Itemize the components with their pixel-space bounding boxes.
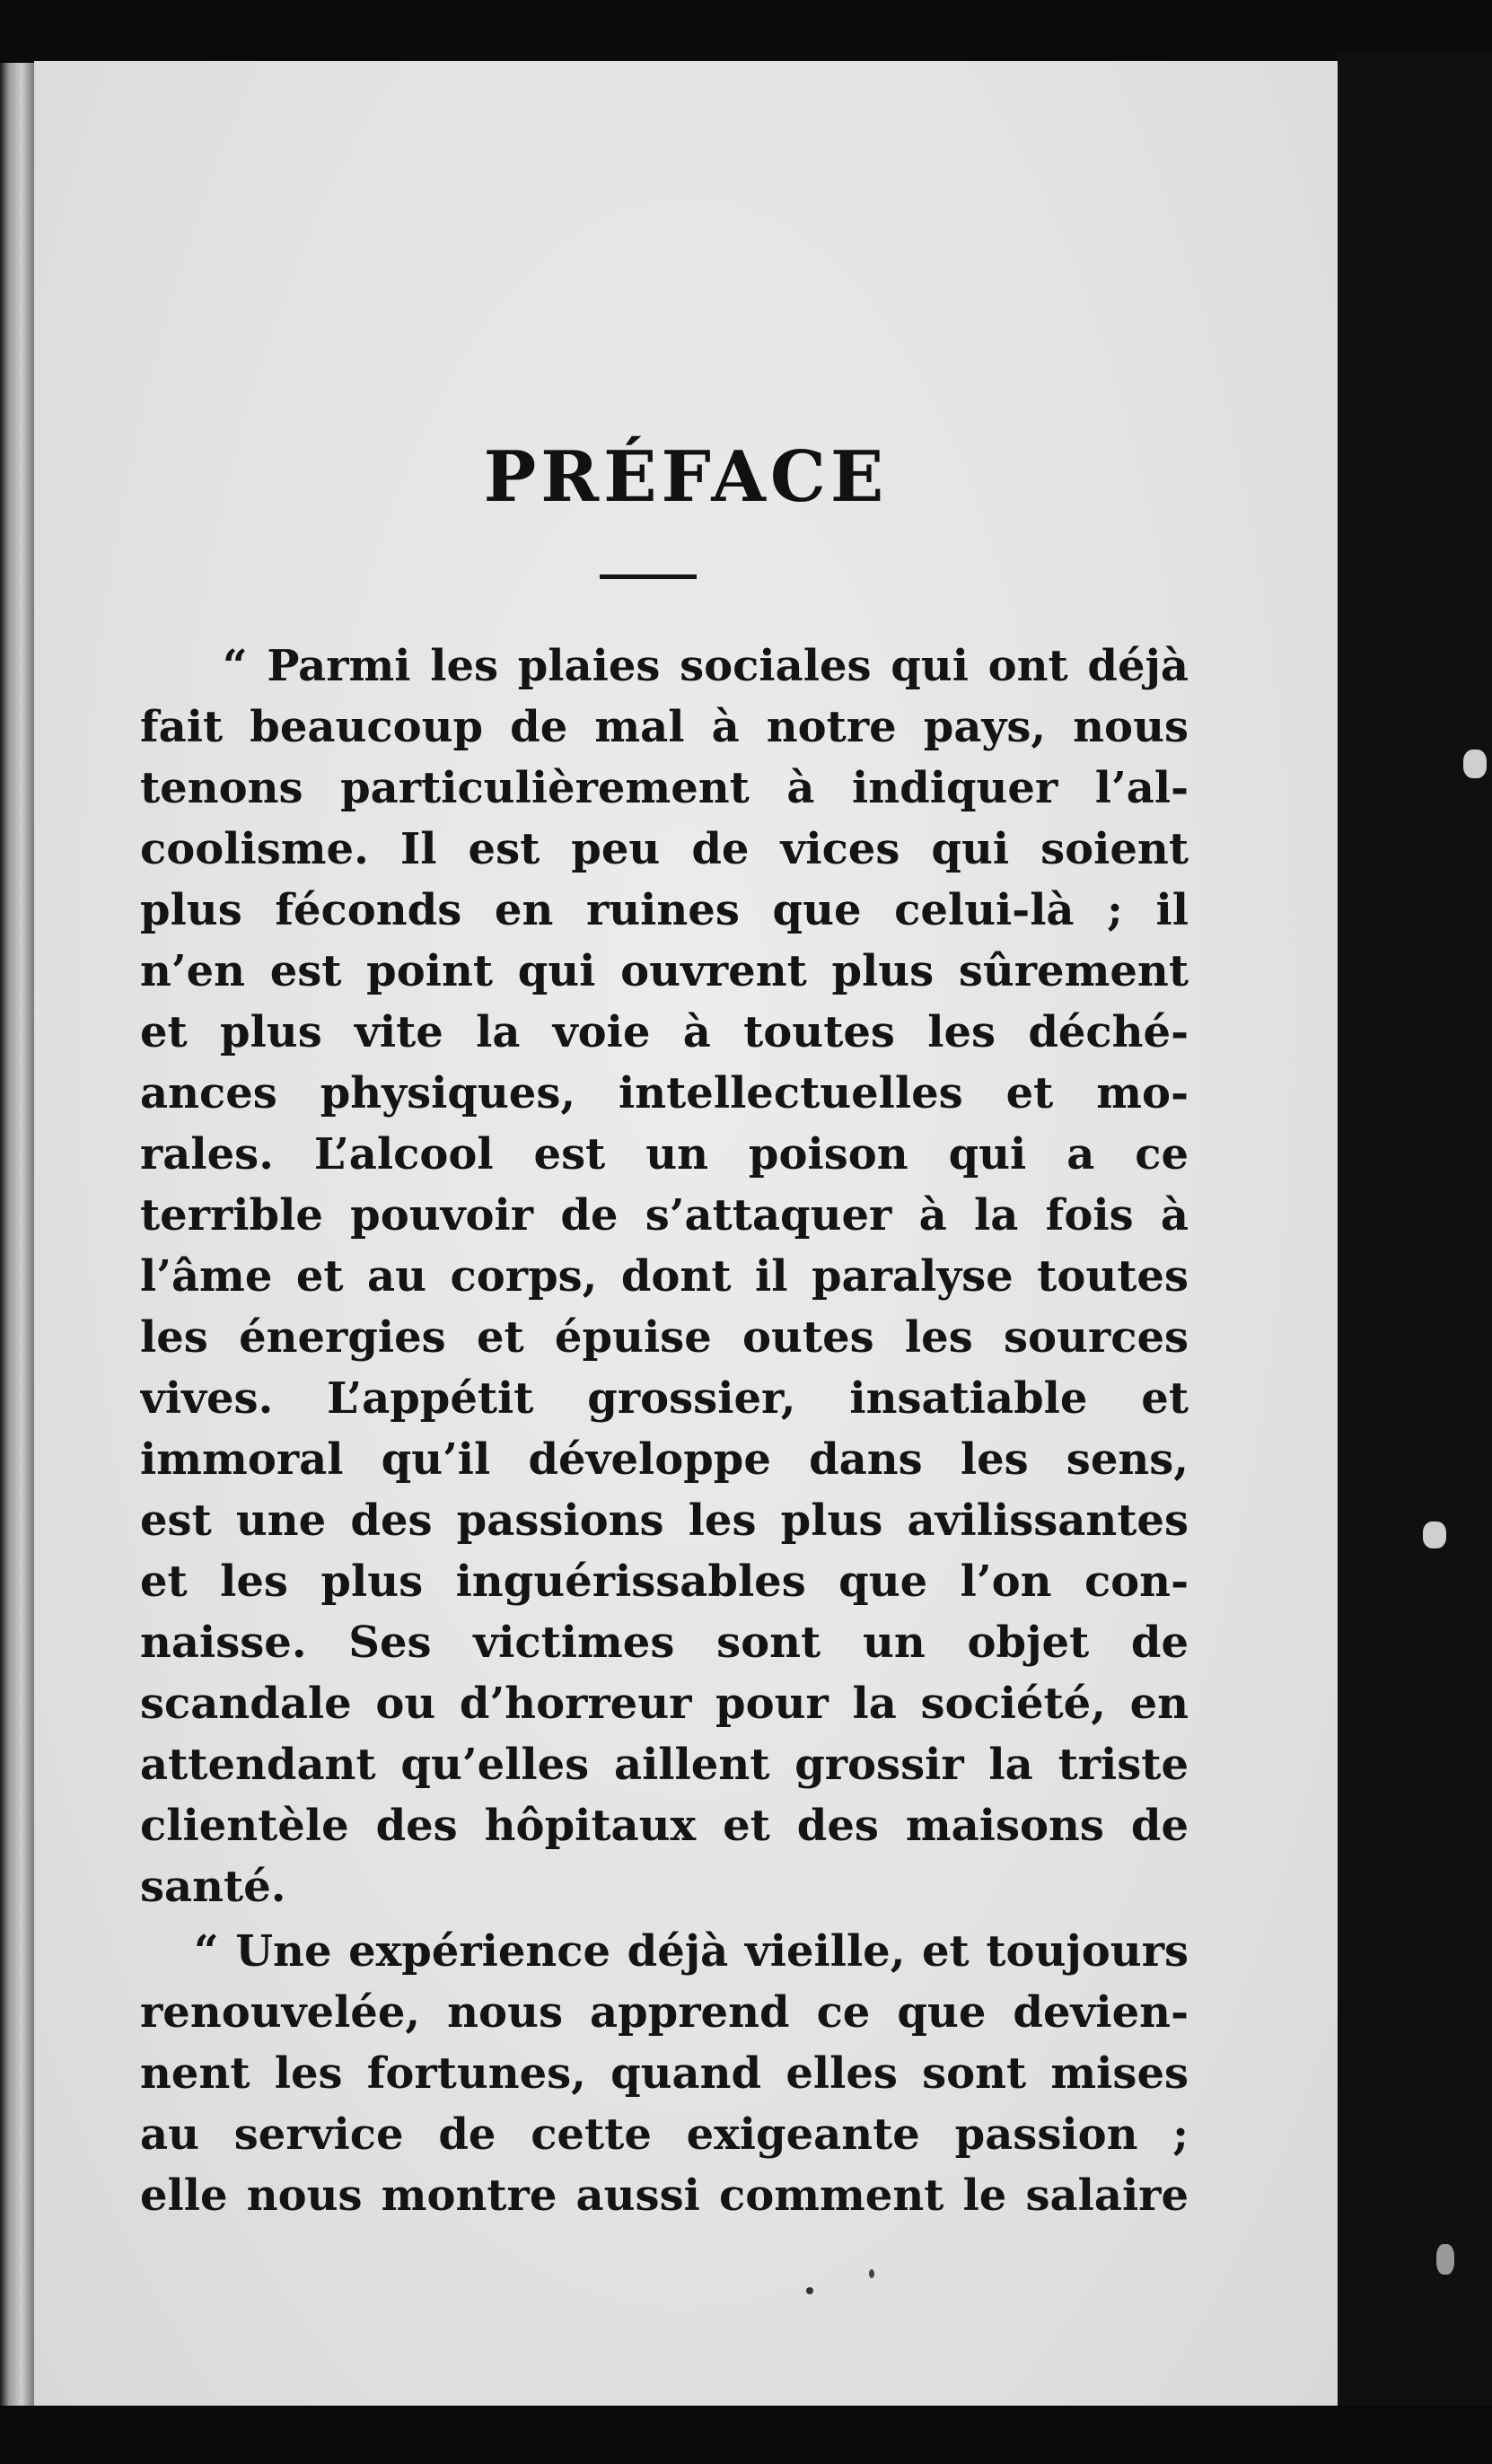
- text-line: naisse. Ses victimes sont un objet de: [140, 1618, 1189, 1668]
- text-line: scandale ou d’horreur pour la société, en: [140, 1679, 1189, 1729]
- text-line: coolisme. Il est peu de vices qui soient: [140, 824, 1189, 874]
- text-line: au service de cette exigeante passion ;: [140, 2109, 1189, 2160]
- text-line: nent les fortunes, quand elles sont mises: [140, 2048, 1189, 2099]
- text-line: “ Une expérience déjà vieille, et toujours: [194, 1926, 1189, 1977]
- text-line: immoral qu’il développe dans les sens,: [140, 1434, 1189, 1485]
- text-line: plus féconds en ruines que celui-là ; il: [140, 885, 1189, 935]
- text-line: fait beaucoup de mal à notre pays, nous: [140, 702, 1189, 752]
- scan-background-bottom: [0, 2406, 1492, 2464]
- scan-artifact: [1423, 1521, 1446, 1548]
- text-line: terrible pouvoir de s’attaquer à la fois à: [140, 1190, 1189, 1241]
- text-line: et les plus inguérissables que l’on con-: [140, 1556, 1189, 1607]
- text-line: clientèle des hôpitaux et des maisons de: [140, 1801, 1189, 1851]
- text-line: tenons particulièrement à indiquer l’al-: [140, 763, 1189, 813]
- text-line: les énergies et épuise outes les sources: [140, 1312, 1189, 1363]
- book-page: [34, 61, 1338, 2406]
- scan-artifact: [1463, 750, 1487, 778]
- scan-artifact: [1436, 2244, 1454, 2275]
- text-line: santé.: [140, 1862, 286, 1912]
- text-line: renouvelée, nous apprend ce que devien-: [140, 1987, 1189, 2038]
- ink-speck: [806, 2287, 813, 2294]
- text-line: est une des passions les plus avilissantes: [140, 1495, 1189, 1546]
- text-line: n’en est point qui ouvrent plus sûrement: [140, 946, 1189, 996]
- text-line: rales. L’alcool est un poison qui a ce: [140, 1129, 1189, 1179]
- book-spine-edge: [0, 63, 36, 2406]
- text-line: ances physiques, intellectuelles et mo-: [140, 1068, 1189, 1118]
- text-line: “ Parmi les plaies sociales qui ont déjà: [223, 641, 1189, 691]
- text-line: elle nous montre aussi comment le salaire: [140, 2170, 1189, 2221]
- text-line: vives. L’appétit grossier, insatiable et: [140, 1373, 1189, 1424]
- text-line: attendant qu’elles aillent grossir la triste: [140, 1740, 1189, 1790]
- text-line: l’âme et au corps, dont il paralyse toutes: [140, 1251, 1189, 1302]
- ink-speck: [869, 2269, 874, 2278]
- text-line: et plus vite la voie à toutes les déché-: [140, 1007, 1189, 1057]
- title-rule: [600, 574, 697, 579]
- scan-background-right: [1338, 54, 1492, 2464]
- page-title: PRÉFACE: [483, 436, 889, 518]
